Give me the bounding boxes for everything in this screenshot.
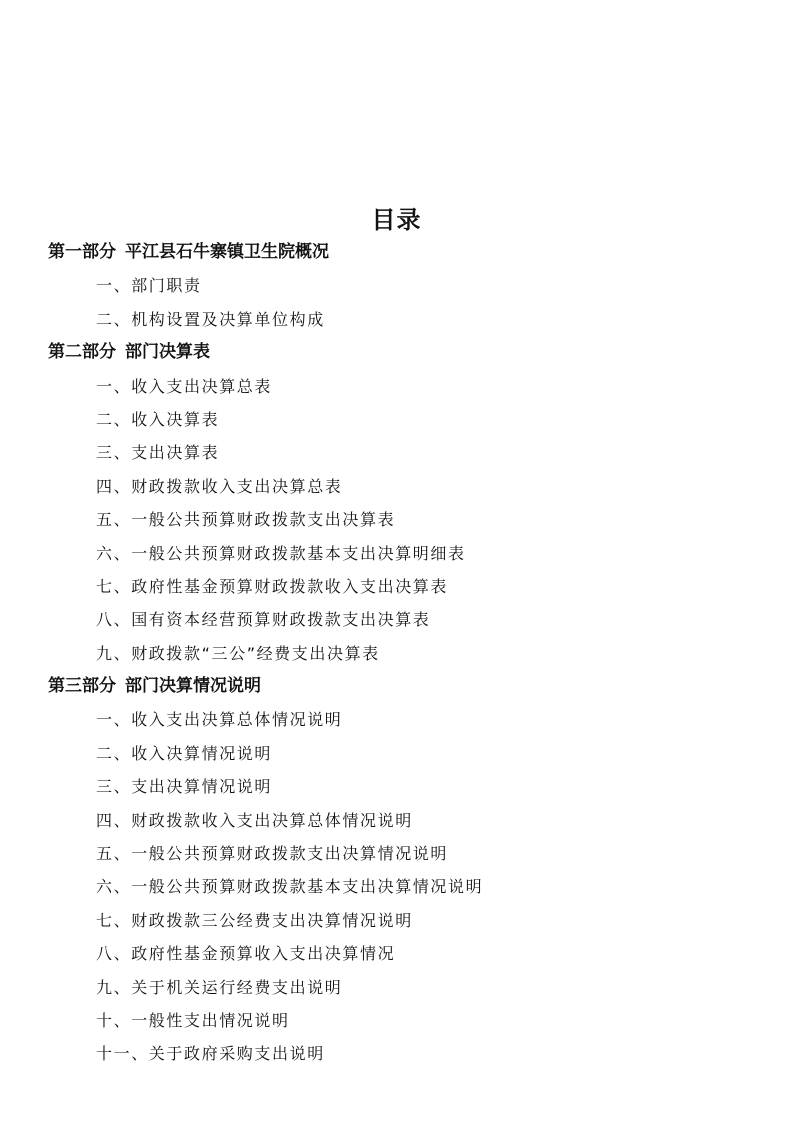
toc-item: 一、收入支出决算总表 xyxy=(96,376,273,396)
toc-item: 十一、关于政府采购支出说明 xyxy=(96,1044,325,1064)
toc-title: 目录 xyxy=(371,206,422,234)
toc-item: 七、政府性基金预算财政拨款收入支出决算表 xyxy=(96,576,449,596)
toc-item: 三、支出决算情况说明 xyxy=(96,777,273,797)
part-number: 第三部分 xyxy=(48,676,116,697)
toc-item: 八、政府性基金预算收入支出决算情况 xyxy=(96,944,396,964)
toc-item: 六、一般公共预算财政拨款基本支出决算情况说明 xyxy=(96,877,484,897)
toc-part-heading xyxy=(0,336,793,369)
table-of-contents xyxy=(0,236,793,1071)
part-title: 部门决算表 xyxy=(125,342,210,363)
toc-item: 十、一般性支出情况说明 xyxy=(96,1010,290,1030)
toc-item: 四、财政拨款收入支出决算总表 xyxy=(96,476,343,496)
toc-item: 九、关于机关运行经费支出说明 xyxy=(96,977,343,997)
toc-item: 二、收入决算表 xyxy=(96,409,220,429)
part-title: 部门决算情况说明 xyxy=(125,676,261,697)
toc-item: 七、财政拨款三公经费支出决算情况说明 xyxy=(96,910,413,930)
toc-item: 五、一般公共预算财政拨款支出决算情况说明 xyxy=(96,844,449,864)
part-title: 平江县石牛寨镇卫生院概况 xyxy=(125,242,329,262)
toc-item: 二、收入决算情况说明 xyxy=(96,743,273,763)
toc-item: 二、机构设置及决算单位构成 xyxy=(96,309,325,329)
part-number: 第一部分 xyxy=(48,242,116,262)
toc-item: 一、收入支出决算总体情况说明 xyxy=(96,710,343,730)
toc-item: 五、一般公共预算财政拨款支出决算表 xyxy=(96,510,396,530)
toc-item: 一、部门职责 xyxy=(96,276,202,296)
toc-part-heading xyxy=(0,236,793,269)
part-number: 第二部分 xyxy=(48,342,116,363)
toc-part-heading xyxy=(0,670,793,703)
toc-item: 八、国有资本经营预算财政拨款支出决算表 xyxy=(96,610,431,630)
toc-item: 四、财政拨款收入支出决算总体情况说明 xyxy=(96,810,413,830)
toc-item: 九、财政拨款“三公”经费支出决算表 xyxy=(96,643,380,663)
toc-item: 三、支出决算表 xyxy=(96,443,220,463)
toc-item: 六、一般公共预算财政拨款基本支出决算明细表 xyxy=(96,543,466,563)
